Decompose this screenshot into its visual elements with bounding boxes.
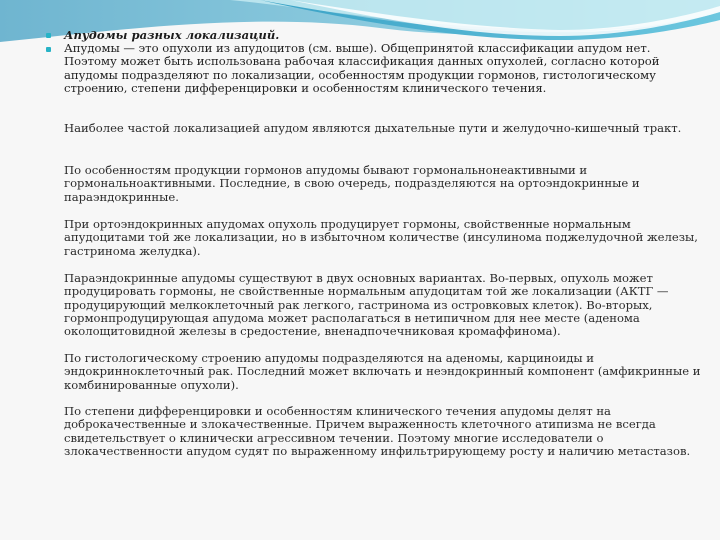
paragraph-differentiation: По степени дифференцировки и особенностям клинического течения апудомы делят на доброкачественные и злокачественные. Причем выраженность клеточного атипизма не всегда свидетельствует о клинически агрессивном течении. Поэтому многие исследователи о злокачественности апудом судят по выраженному инфильтрирующему росту и наличию метастазов. xyxy=(64,404,691,458)
paragraph-hormone-production: По особенностям продукции гормонов апудомы бывают гормональнонеактивными и гормональноактивными. Последние, в свою очередь, подразделяются на ортоэндокринные и параэндокринные. xyxy=(64,163,640,204)
bullet-item-definition xyxy=(46,42,696,95)
paragraph-localization: Наиболее частой локализацией апудом являются дыхательные пути и желудочно-кишечный тракт. xyxy=(64,121,682,135)
square-bullet-icon xyxy=(46,47,51,52)
square-bullet-icon xyxy=(46,33,51,38)
definition-text: Апудомы — это опухоли из апудоцитов (см. выше). Общепринятой классификации апудом нет. Поэтому может быть использована рабочая классификация данных опухолей, согласно которой апудомы подразделяют по локализации, особенностям продукции гормонов, гистологическому строению, степени дифференцировки и особенностям клинического течения. xyxy=(64,41,660,95)
section-title: Апудомы разных локализаций. xyxy=(64,28,280,42)
bullet-item-title xyxy=(46,28,696,42)
paragraph-orthoendocrine: При ортоэндокринных апудомах опухоль продуцирует гормоны, свойственные нормальным апудоцитами той же локализации, но в избыточном количестве (инсулинома поджелудочной железы, гастринома желудка). xyxy=(64,217,698,258)
paragraph-paraendocrine: Параэндокринные апудомы существуют в двух основных вариантах. Во-первых, опухоль может продуцировать гормоны, не свойственные нормальным апудоцитам той же локализации (АКТГ — продуцирующий мелкоклеточный рак легкого, гастринома из островковых клеток). Во-вторых, гормонпродуцирующая апудома может располагаться в нетипичном для нее месте (аденома околощитовидной железы в средостение, вненадпочечниковая кромаффинома). xyxy=(64,271,669,339)
paragraph-histology: По гистологическому строению апудомы подразделяются на аденомы, карциноиды и эндокринноклеточный рак. Последний может включать и неэндокринный компонент (амфикринные и комбинированные опухоли). xyxy=(64,351,701,392)
bullet-list xyxy=(46,28,696,95)
